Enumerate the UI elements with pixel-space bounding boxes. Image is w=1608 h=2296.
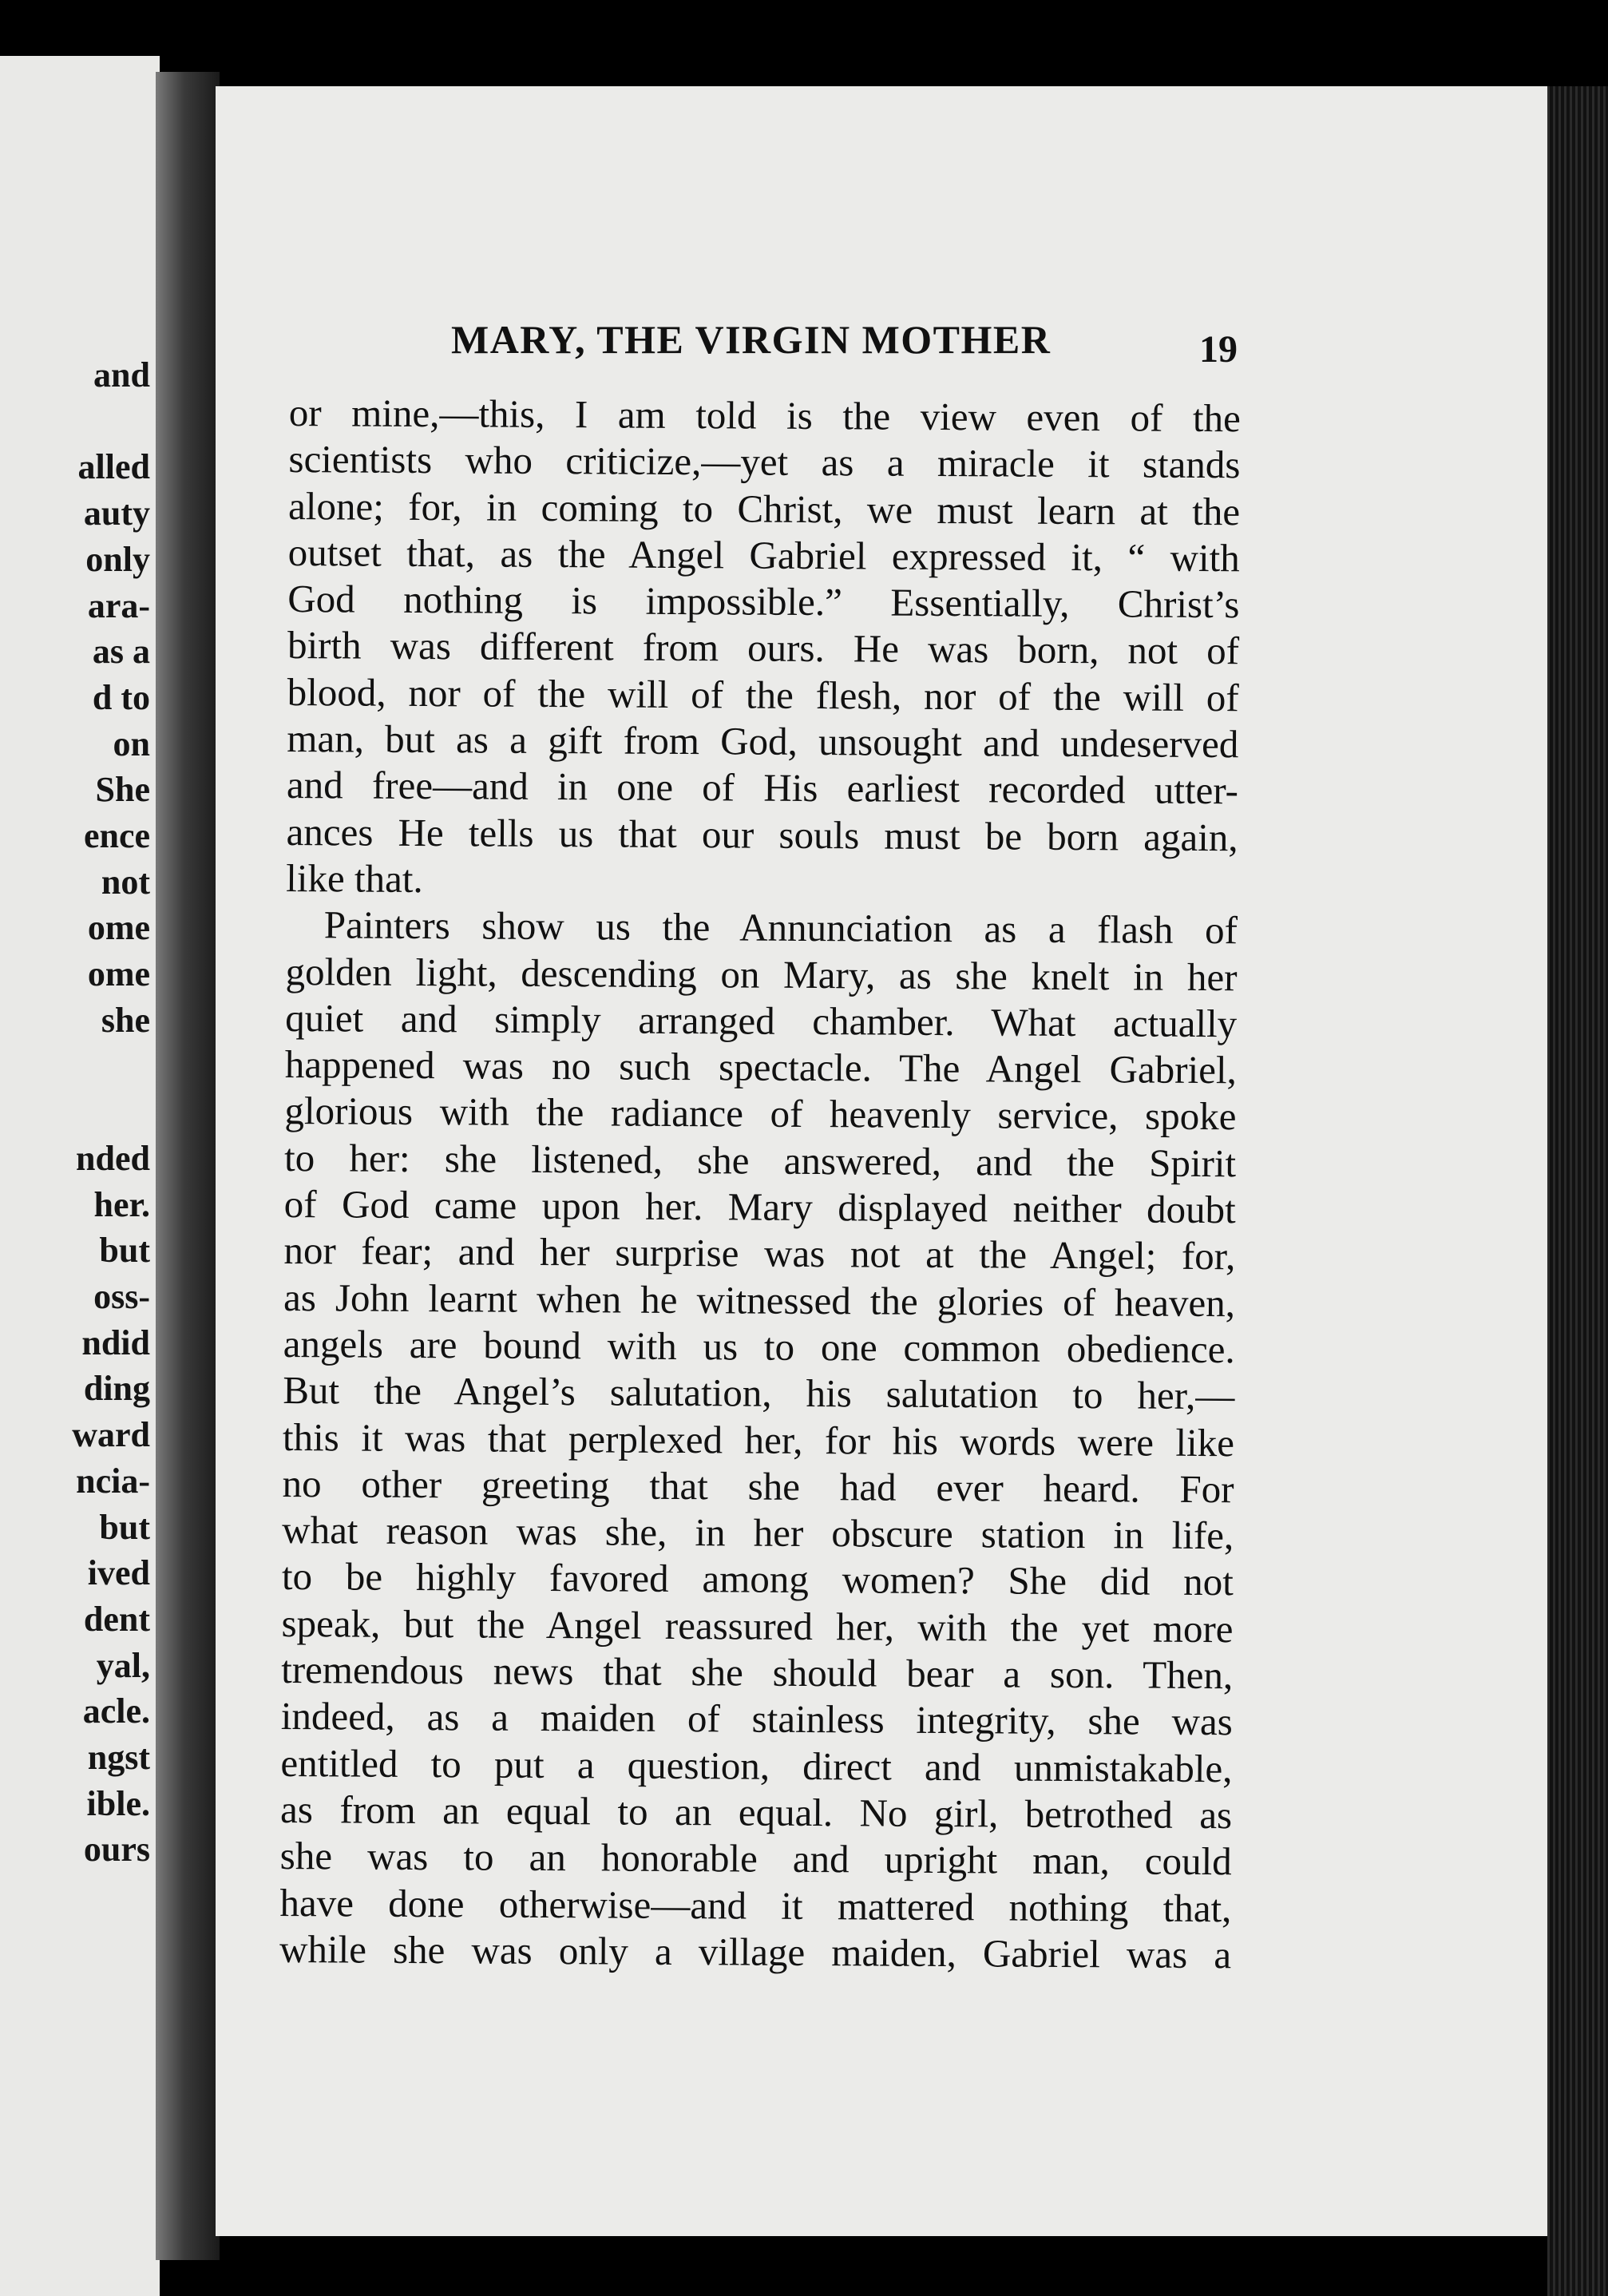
left-page-line: She bbox=[95, 770, 150, 810]
left-page-line: only bbox=[85, 539, 150, 579]
text-line: to be highly favored among women? She did not bbox=[281, 1554, 1234, 1604]
left-page-line: ndid bbox=[81, 1322, 150, 1362]
text-line: golden light, descending on Mary, as she knelt in her bbox=[285, 949, 1238, 999]
text-line: no other greeting that she had ever heard. For bbox=[282, 1461, 1234, 1512]
binding-gutter bbox=[156, 72, 220, 2260]
text-line: she was to an honorable and upright man, could bbox=[279, 1834, 1232, 1884]
body-text bbox=[279, 390, 1241, 1978]
text-line: scientists who criticize,—yet as a miracle it stands bbox=[288, 437, 1241, 487]
left-page-line: ible. bbox=[86, 1783, 150, 1823]
left-page-line: auty bbox=[83, 494, 150, 533]
text-line: indeed, as a maiden of stainless integrity, she was bbox=[280, 1694, 1234, 1744]
text-line: as from an equal to an equal. No girl, betrothed as bbox=[279, 1786, 1233, 1838]
running-head: MARY, THE VIRGIN MOTHER bbox=[451, 317, 1052, 362]
left-page-line: on bbox=[113, 724, 150, 763]
left-page-line: ome bbox=[87, 954, 150, 994]
text-line: to her: she listened, she answered, and the Spirit bbox=[283, 1135, 1237, 1186]
text-line: glorious with the radiance of heavenly service, spoke bbox=[284, 1089, 1237, 1139]
left-page-line: not bbox=[101, 862, 150, 902]
text-line: have done otherwise—and it mattered nothing that, bbox=[279, 1880, 1232, 1930]
text-line: tremendous news that she should bear a son. Then, bbox=[281, 1647, 1234, 1698]
left-page-line: ara- bbox=[87, 585, 150, 625]
text-line: like that. bbox=[286, 855, 423, 902]
text-line: what reason was she, in her obscure station in life, bbox=[282, 1508, 1234, 1558]
text-line: Painters show us the Annunciation as a flash of bbox=[323, 902, 1238, 953]
text-line: alone; for, in coming to Christ, we must learn at the bbox=[287, 483, 1241, 533]
left-page-line: ding bbox=[83, 1369, 150, 1409]
text-line: or mine,—this, I am told is the view even of the bbox=[288, 390, 1241, 441]
text-line: of God came upon her. Mary displayed neither doubt bbox=[283, 1182, 1236, 1232]
left-page-line: yal, bbox=[96, 1645, 150, 1685]
text-line: nor fear; and her surprise was not at the Angel; for, bbox=[283, 1228, 1236, 1279]
left-page-line: ome bbox=[87, 908, 150, 948]
text-line: happened was no such spectacle. The Angel Gabriel, bbox=[284, 1042, 1237, 1092]
text-line: man, but as a gift from God, unsought and undeserved bbox=[287, 716, 1239, 767]
left-page-line: her. bbox=[93, 1184, 150, 1224]
left-page-line: ward bbox=[72, 1415, 150, 1455]
left-page-line: ncia- bbox=[76, 1461, 150, 1501]
left-page-line: she bbox=[101, 1000, 150, 1040]
page-number: 19 bbox=[1199, 328, 1238, 371]
text-line: birth was different from ours. He was born, not of bbox=[287, 623, 1240, 673]
text-line: while she was only a village maiden, Gabriel was a bbox=[279, 1926, 1232, 1977]
text-line: blood, nor of the will of the flesh, nor of the will of bbox=[287, 669, 1239, 720]
text-line: and free—and in one of His earliest recorded utter- bbox=[286, 763, 1239, 813]
text-line: entitled to put a question, direct and unmistakable, bbox=[280, 1740, 1233, 1790]
left-page-line: and bbox=[93, 355, 150, 395]
left-page-line: acle. bbox=[82, 1691, 150, 1731]
text-line: this it was that perplexed her, for his words were like bbox=[282, 1414, 1235, 1465]
left-page-line: alled bbox=[77, 447, 150, 487]
left-page-line: d to bbox=[92, 677, 150, 717]
text-line: outset that, as the Angel Gabriel expressed it, “ with bbox=[287, 529, 1240, 581]
left-page-line: ence bbox=[83, 816, 150, 855]
left-page-line: ived bbox=[87, 1553, 150, 1593]
left-page-line: oss- bbox=[93, 1277, 150, 1316]
text-line: But the Angel’s salutation, his salutation to her,— bbox=[283, 1368, 1235, 1418]
text-line: as John learnt when he witnessed the glories of heaven, bbox=[283, 1275, 1236, 1325]
left-page-line: nded bbox=[76, 1138, 150, 1178]
left-page-line: ours bbox=[83, 1830, 150, 1870]
left-page-line: dent bbox=[83, 1599, 150, 1639]
left-page-line: ngst bbox=[87, 1738, 150, 1777]
text-line: speak, but the Angel reassured her, with the yet more bbox=[281, 1600, 1234, 1651]
left-page-line: but bbox=[99, 1231, 150, 1271]
text-line: quiet and simply arranged chamber. What actually bbox=[285, 995, 1238, 1046]
text-line: angels are bound with us to one common obedience. bbox=[283, 1321, 1235, 1372]
text-line: God nothing is impossible.” Essentially, Christ’s bbox=[287, 577, 1240, 627]
left-page-line: but bbox=[99, 1507, 150, 1547]
page-edges bbox=[1547, 86, 1608, 2296]
text-line: ances He tells us that our souls must be born again, bbox=[286, 809, 1238, 859]
left-page-line: as a bbox=[92, 632, 150, 672]
